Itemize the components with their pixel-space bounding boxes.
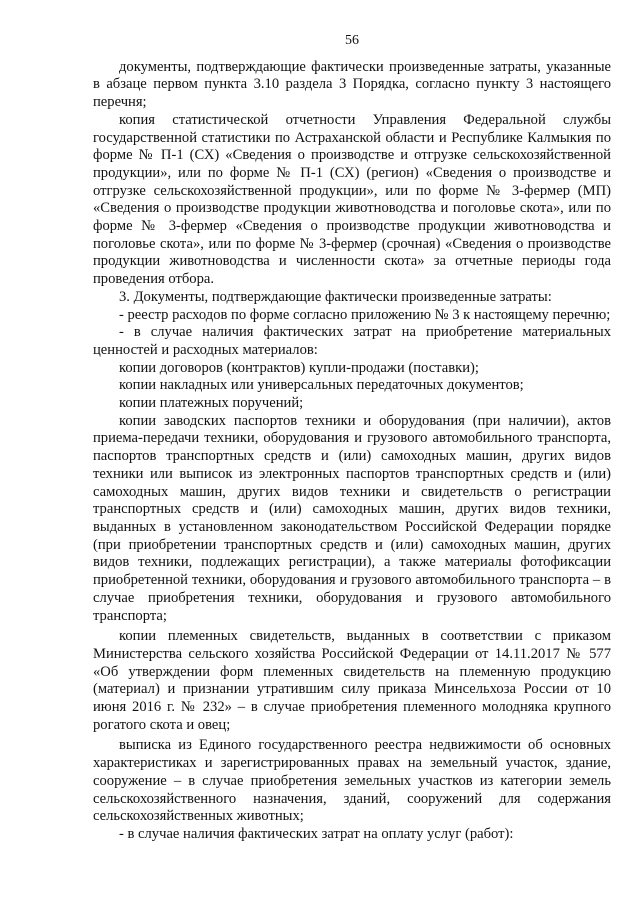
paragraph-breeding-certificates: копии племенных свидетельств, выданных в соответствии с приказом Министерства сельского хозяйства Российской Федерации от 14.11.2017 № 577 «Об утверждении форм племенных свидетельств на племенную продукцию (материал) и признании утратившим силу приказа Минсельхоза России от 10 июня 2016 г. № 232» – в случае приобретения племенного молодняка крупного рогатого скота и овец;: [93, 628, 611, 733]
paragraph-real-estate-extract: выписка из Единого государственного реестра недвижимости об основных характеристиках и зарегистрированных правах на земельный участок, здание, сооружение – в случае приобретения земельных участков из категории земель сельскохозяйственного назначения, зданий, сооружений для содержания сельскохозяйственных животных;: [93, 737, 611, 825]
paragraph-material-costs: - в случае наличия фактических затрат на приобретение материальных ценностей и расходных материалов:: [93, 324, 611, 358]
paragraph-invoice-copies: копии накладных или универсальных передаточных документов;: [119, 377, 524, 394]
paragraph-documents-confirming-costs: документы, подтверждающие фактически произведенные затраты, указанные в абзаце первом пункта 3.10 раздела 3 Порядка, согласно пункту 3 настоящего перечня;: [93, 58, 611, 111]
paragraph-expense-register: - реестр расходов по форме согласно приложению № 3 к настоящему перечню;: [119, 306, 611, 323]
paragraph-section-3-heading: 3. Документы, подтверждающие фактически произведенные затраты:: [119, 288, 552, 305]
paragraph-payment-order-copies: копии платежных поручений;: [119, 395, 304, 412]
paragraph-contract-copies: копии договоров (контрактов) купли-продажи (поставки);: [119, 359, 479, 376]
paragraph-service-costs: - в случае наличия фактических затрат на оплату услуг (работ):: [119, 825, 514, 842]
page-number: 56: [345, 33, 359, 48]
paragraph-statistical-reporting-copy: копия статистической отчетности Управления Федеральной службы государственной статистики по Астраханской области и Республике Калмыкия по форме № П-1 (СХ) «Сведения о производстве и отгрузке сельскохозяйственной продукции», или по форме № П-1 (СХ) (регион) «Сведения о производстве и отгрузке сельскохозяйственной продукции», или по форме № 3-фермер (МП) «Сведения о производстве продукции животноводства и поголовье скота», или по форме № 3-фермер «Сведения о производстве продукции животноводства и поголовье скота», или по форме № 3-фермер (срочная) «Сведения о производстве продукции животноводства и численности скота» за отчетные периоды года проведения отбора.: [93, 111, 611, 288]
document-page: [93, 32, 611, 844]
paragraph-equipment-passports: копии заводских паспортов техники и оборудования (при наличии), актов приема-передачи техники, оборудования и грузового автомобильного транспорта, паспортов транспортных средств и (или) самоходных машин, других видов техники или выписок из электронных паспортов транспортных средств и (или) самоходных машин, других видов техники и свидетельств о регистрации транспортных средств и (или) самоходных машин, других видов техники, выданных в установленном законодательством Российской Федерации порядке (при приобретении транспортных средств и (или) самоходных машин, других видов техники, подлежащих регистрации), а также материалы фотофиксации приобретенной техники, оборудования и грузового автомобильного транспорта – в случае приобретения техники, оборудования и грузового автомобильного транспорта;: [93, 412, 611, 624]
